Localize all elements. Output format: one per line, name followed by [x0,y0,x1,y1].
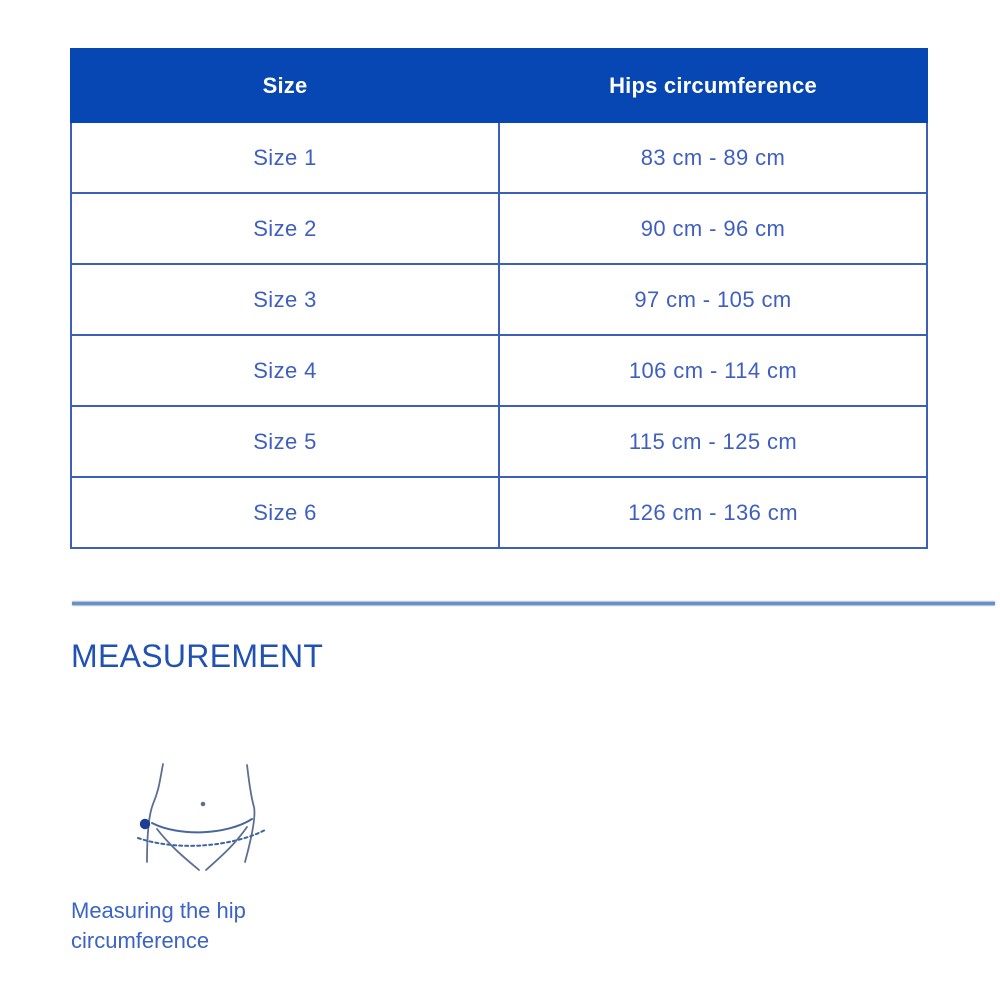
table-row [71,477,927,548]
size-cell: Size 2 [71,193,499,264]
range-cell: 83 cm - 89 cm [499,122,927,193]
range-cell: 90 cm - 96 cm [499,193,927,264]
table-row [71,264,927,335]
size-column-header: Size [71,49,499,122]
range-cell: 115 cm - 125 cm [499,406,927,477]
measurement-heading: MEASUREMENT [71,638,324,674]
size-table [70,48,928,549]
hips-circumference-column-header: Hips circumference [499,49,927,122]
range-cell: 97 cm - 105 cm [499,264,927,335]
size-cell: Size 5 [71,406,499,477]
size-cell: Size 1 [71,122,499,193]
size-cell: Size 4 [71,335,499,406]
range-cell: 126 cm - 136 cm [499,477,927,548]
table-row [71,122,927,193]
size-cell: Size 6 [71,477,499,548]
figure-caption: Measuring the hip circumference [71,898,246,953]
table-row [71,335,927,406]
table-row [71,406,927,477]
range-cell: 106 cm - 114 cm [499,335,927,406]
size-cell: Size 3 [71,264,499,335]
table-row [71,193,927,264]
table-header-row [71,49,927,122]
hip-measurement-figure [71,760,331,955]
section-divider [72,602,995,605]
hip-measurement-illustration [134,760,268,876]
